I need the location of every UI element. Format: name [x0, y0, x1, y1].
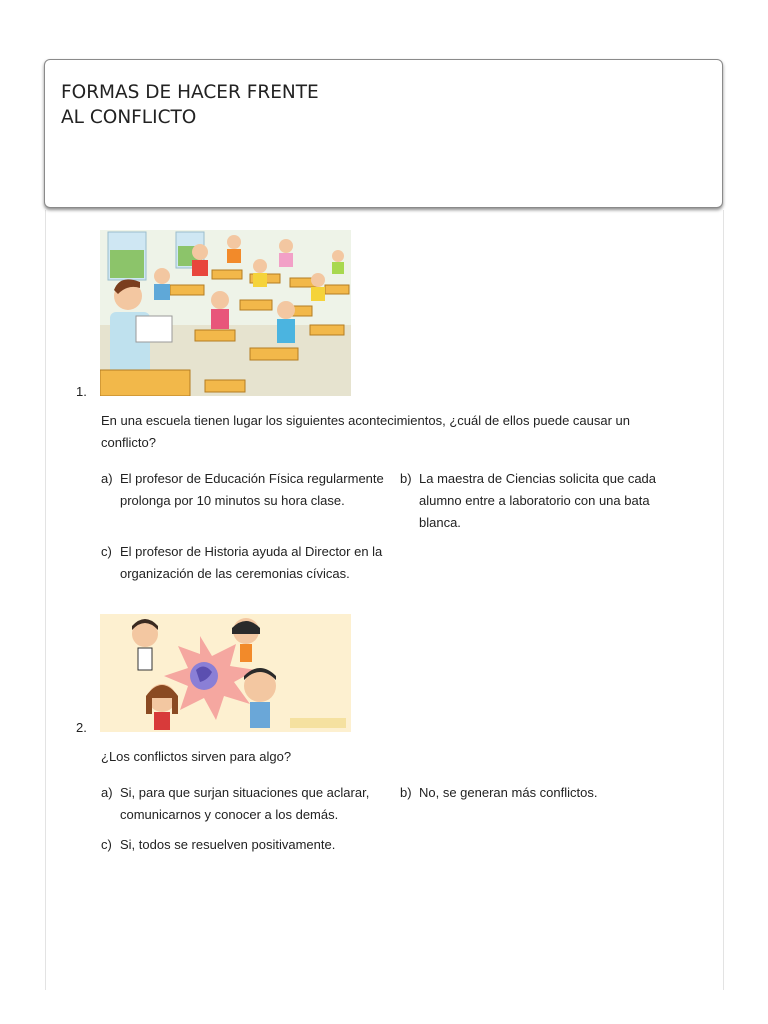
option-letter: a) — [101, 785, 113, 800]
option-item — [101, 541, 401, 585]
question-number: 2. — [76, 720, 87, 735]
option-text: El profesor de Educación Física regularmente prolonga por 10 minutos su hora clase. — [120, 471, 384, 508]
option-text: No, se generan más conflictos. — [419, 785, 598, 800]
option-item — [101, 782, 393, 826]
option-letter: c) — [101, 544, 112, 559]
option-letter: c) — [101, 837, 112, 852]
conflict-people-illustration-icon — [100, 614, 351, 732]
option-item — [101, 834, 401, 856]
option-item — [400, 782, 676, 804]
option-text: Si, todos se resuelven positivamente. — [120, 837, 336, 852]
page-border-left — [45, 210, 46, 990]
title-line-1: FORMAS DE HACER FRENTE — [61, 82, 319, 103]
question-text: ¿Los conflictos sirven para algo? — [101, 749, 292, 764]
option-item — [400, 468, 676, 534]
option-text: El profesor de Historia ayuda al Director en la organización de las ceremonias cívicas. — [120, 544, 383, 581]
option-letter: b) — [400, 471, 412, 486]
page-title — [61, 80, 319, 130]
title-box — [44, 59, 723, 208]
question-text: En una escuela tienen lugar los siguientes acontecimientos, ¿cuál de ellos puede causar un conflicto? — [101, 413, 631, 450]
option-letter: a) — [101, 471, 113, 486]
title-line-2: AL CONFLICTO — [61, 107, 197, 128]
option-text: Si, para que surjan situaciones que aclarar, comunicarnos y conocer a los demás. — [120, 785, 370, 822]
option-letter: b) — [400, 785, 412, 800]
option-item — [101, 468, 393, 512]
option-text: La maestra de Ciencias solicita que cada alumno entre a laboratorio con una bata blanca. — [419, 471, 657, 530]
question-number: 1. — [76, 384, 87, 399]
classroom-illustration-icon — [100, 230, 351, 396]
page-border-right — [723, 210, 724, 990]
